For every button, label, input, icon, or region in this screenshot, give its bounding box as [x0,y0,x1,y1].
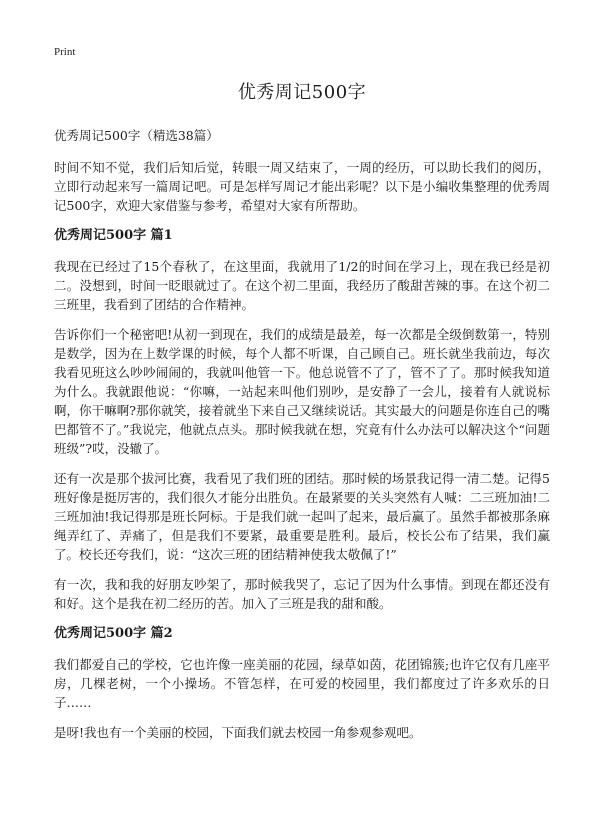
section-heading: 优秀周记500字 篇1 [54,228,173,243]
intro-paragraph: 时间不知不觉，我们后知后觉，转眼一周又结束了，一周的经历，可以助长我们的阅历，立即行动起来写一篇周记吧。可是怎样写周记才能出彩呢？以下是小编收集整理的优秀周记500字，欢迎大家借鉴与参考，希望对大家有所帮助。 [54,160,550,213]
paragraph: 还有一次是那个拔河比赛，我看见了我们班的团结。那时候的场景我记得一清二楚。记得5班好像是挺厉害的，我们很久才能分出胜负。在最紧要的关头突然有人喊：二三班加油!二三班加油!我记得那是班长阿标。于是我们就一起叫了起来，最后赢了。虽然手都被那条麻绳弄红了、弄痛了，但是我们不要紧，最重要是胜利。最后，校长公布了结果，我们赢了。校长还夸我们，说：“这次三班的团结精神使我太敬佩了!” [54,471,550,562]
document-page [54,78,550,753]
document-subtitle: 优秀周记500字（精选38篇） [54,128,219,143]
print-link[interactable]: Print [54,46,76,58]
paragraph: 告诉你们一个秘密吧!从初一到现在，我们的成绩是最差，每一次都是全级倒数第一，特别是数学，因为在上数学课的时候，每个人都不听课，自己顾自己。班长就坐我前边，每次我看见班这么吵吵闹闹的，我就叫他管一下。他总说管不了了，管不了了。那时候我知道为什么。我就跟他说：“你嘛，一站起来叫他们别吵，是安静了一会儿，接着有人就说标啊，你干嘛啊?那你就笑，接着就坐下来自己又继续说话。其实最大的问题是你连自己的嘴巴都管不了。”我说完，他就点点头。那时候我就在想，究竟有什么办法可以解决这个“问题班级”?哎，没辙了。 [54,327,550,456]
paragraph: 是呀!我也有一个美丽的校园，下面我们就去校园一角参观参观吧。 [54,725,422,740]
paragraph: 有一次，我和我的好朋友吵架了，那时候我哭了，忘记了因为什么事情。到现在都还没有和好。这个是我在初二经历的苦。加入了三班是我的甜和酸。 [54,577,550,611]
section-heading: 优秀周记500字 篇2 [54,626,173,641]
paragraph: 我现在已经过了15个春秋了，在这里面，我就用了1/2的时间在学习上，现在我已经是初二。没想到，时间一眨眼就过了。在这个初二里面，我经历了酸甜苦辣的事。在这个初二三班里，我看到了团结的合作精神。 [54,259,550,312]
document-title: 优秀周记500字 [237,82,367,103]
paragraph: 我们都爱自己的学校，它也许像一座美丽的花园，绿草如茵，花团锦簇;也许它仅有几座平房，几棵老树，一个小操场。不管怎样，在可爱的校园里，我们都度过了许多欢乐的日子…… [54,657,550,710]
